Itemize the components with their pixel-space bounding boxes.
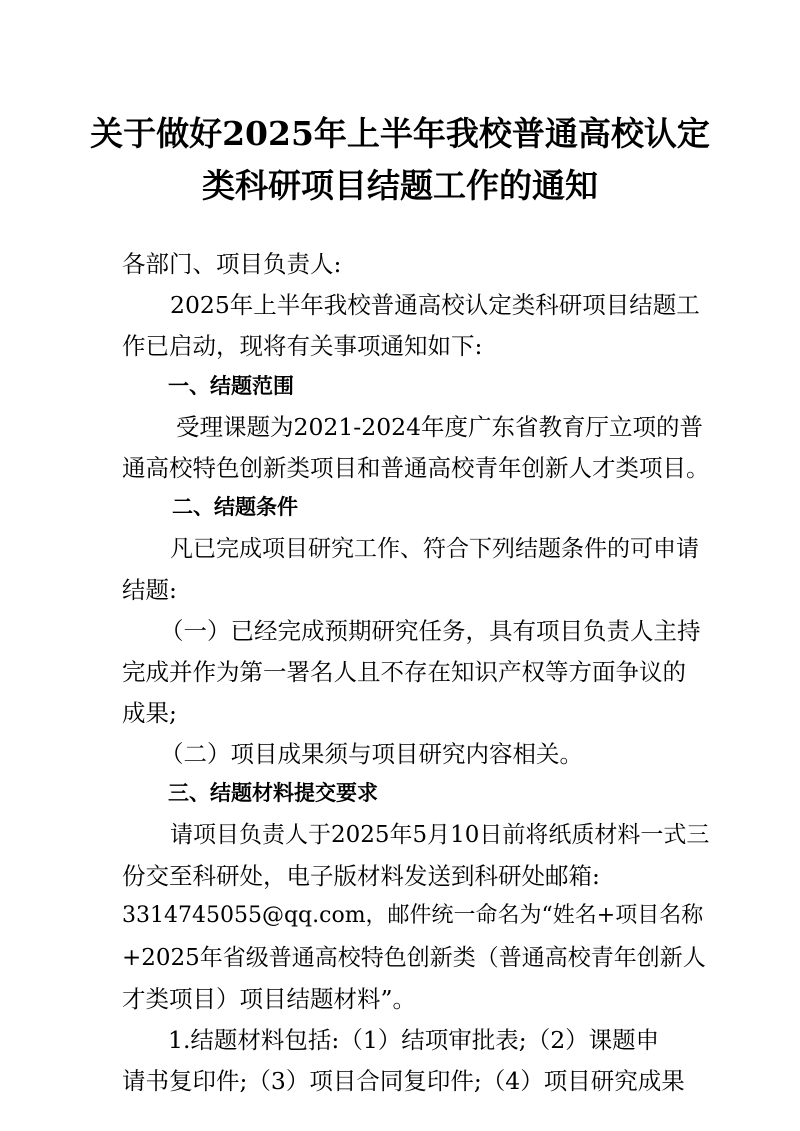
intro-line-1: 2025年上半年我校普通高校认定类科研项目结题工	[170, 291, 700, 319]
section2-line-3: （一）已经完成预期研究任务，具有项目负责人主持	[160, 617, 701, 645]
section3-line-4: +2025年省级普通高校特色创新类（普通高校青年创新人	[122, 945, 706, 971]
document-title-line-1: 关于做好2025年上半年我校普通高校认定	[90, 114, 710, 153]
section2-line-6: （二）项目成果须与项目研究内容相关。	[160, 740, 583, 768]
section1-line-1: 受理课题为2021-2024年度广东省教育厅立项的普	[176, 413, 704, 441]
section3-line-2: 份交至科研处，电子版材料发送到科研处邮箱:	[122, 862, 600, 890]
section2-line-4: 完成并作为第一署名人且不存在知识产权等方面争议的	[122, 658, 686, 686]
section3-line-3: 3314745055@qq.com，邮件统一命名为“姓名+项目名称	[122, 903, 704, 928]
document-title-line-2: 类科研项目结题工作的通知	[202, 166, 598, 205]
section3-line-5: 才类项目）项目结题材料”。	[122, 985, 417, 1013]
section2-line-1: 凡已完成项目研究工作、符合下列结题条件的可申请	[170, 536, 699, 562]
section-heading-scope: 一、结题范围	[168, 374, 294, 398]
section3-line-6: 1.结题材料包括:（1）结项审批表;（2）课题申	[168, 1026, 660, 1054]
section-heading-conditions: 二、结题条件	[172, 495, 298, 519]
section2-line-5: 成果;	[122, 699, 177, 727]
salutation: 各部门、项目负责人:	[122, 250, 342, 278]
section3-line-1: 请项目负责人于2025年5月10日前将纸质材料一式三	[170, 822, 710, 848]
section1-line-2: 通高校特色创新类项目和普通高校青年创新人才类项目。	[122, 454, 710, 482]
section2-line-2: 结题:	[122, 576, 177, 604]
intro-line-2: 作已启动，现将有关事项通知如下:	[122, 332, 483, 360]
section-heading-materials: 三、结题材料提交要求	[168, 781, 378, 805]
section3-line-7: 请书复印件;（3）项目合同复印件;（4）项目研究成果	[122, 1067, 685, 1095]
